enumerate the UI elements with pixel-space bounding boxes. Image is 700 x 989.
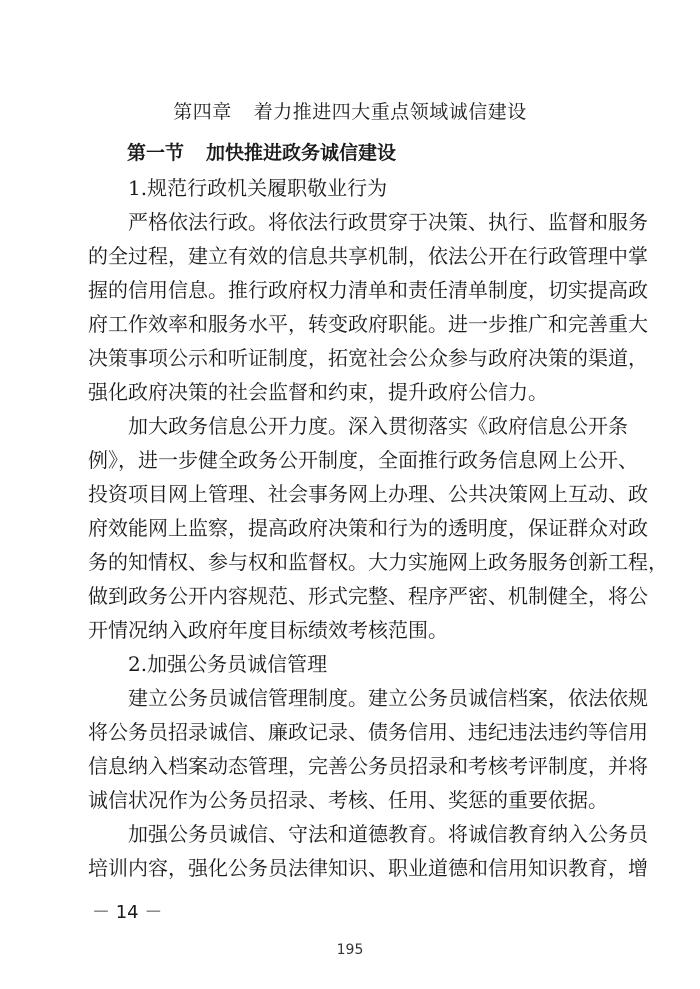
- text-line: 握的信用信息。推行政府权力清单和责任清单制度，切实提高政: [88, 278, 648, 302]
- chapter-title: 着力推进四大重点领域诚信建设: [253, 101, 527, 123]
- text-line: 务的知情权、参与权和监督权。大力实施网上政务服务创新工程，: [88, 550, 668, 574]
- text-line: 加强公务员诚信、守法和道德教育。将诚信教育纳入公务员: [128, 822, 648, 846]
- subheading: [88, 647, 612, 681]
- section-number: 第一节: [127, 142, 185, 164]
- text-line: 将公务员招录诚信、廉政记录、债务信用、违纪违法违约等信用: [88, 720, 648, 744]
- text-line: 加大政务信息公开力度。深入贯彻落实《政府信息公开条: [128, 414, 628, 438]
- text-line: 建立公务员诚信管理制度。建立公务员诚信档案，依法依规: [128, 686, 648, 710]
- page-number: － 14 －: [92, 902, 163, 923]
- text-line: 信息纳入档案动态管理，完善公务员招录和考核考评制度，并将: [88, 754, 648, 778]
- text-line: 做到政务公开内容规范、形式完整、程序严密、机制健全，将公: [88, 584, 648, 608]
- paragraph: [88, 409, 668, 647]
- text-line: 例》，进一步健全政务公开制度，全面推行政务信息网上公开、: [88, 448, 638, 472]
- section-title: 加快推进政务诚信建设: [206, 142, 397, 164]
- paragraph: [88, 681, 648, 817]
- text-line: 诚信状况作为公务员招录、考核、任用、奖惩的重要依据。: [88, 788, 608, 812]
- section-heading: [127, 139, 396, 167]
- text-line: 府工作效率和服务水平，转变政府职能。进一步推广和完善重大: [88, 312, 648, 336]
- text-line: 培训内容，强化公务员法律知识、职业道德和信用知识教育，增: [88, 856, 648, 880]
- text-line: 的全过程，建立有效的信息共享机制，依法公开在行政管理中掌: [88, 244, 648, 268]
- text-line: 府效能网上监察，提高政府决策和行为的透明度，保证群众对政: [88, 516, 648, 540]
- chapter-number: 第四章: [173, 101, 232, 123]
- text-line: 严格依法行政。将依法行政贯穿于决策、执行、监督和服务: [128, 210, 648, 234]
- text-line: 决策事项公示和听证制度，拓宽社会公众参与政府决策的渠道，: [88, 346, 648, 370]
- paragraph: [88, 817, 648, 885]
- text-line: 开情况纳入政府年度目标绩效考核范围。: [88, 618, 448, 642]
- text-line: 1.规范行政机关履职敬业行为: [128, 176, 388, 200]
- text-line: 2.加强公务员诚信管理: [128, 652, 328, 676]
- subheading: [88, 171, 612, 205]
- body-text: [88, 171, 668, 885]
- scan-page-number: 195: [336, 942, 364, 958]
- text-line: 投资项目网上管理、社会事务网上办理、公共决策网上互动、政: [88, 482, 648, 506]
- text-line: 强化政府决策的社会监督和约束，提升政府公信力。: [88, 380, 548, 404]
- chapter-heading: [0, 98, 700, 126]
- paragraph: [88, 205, 648, 409]
